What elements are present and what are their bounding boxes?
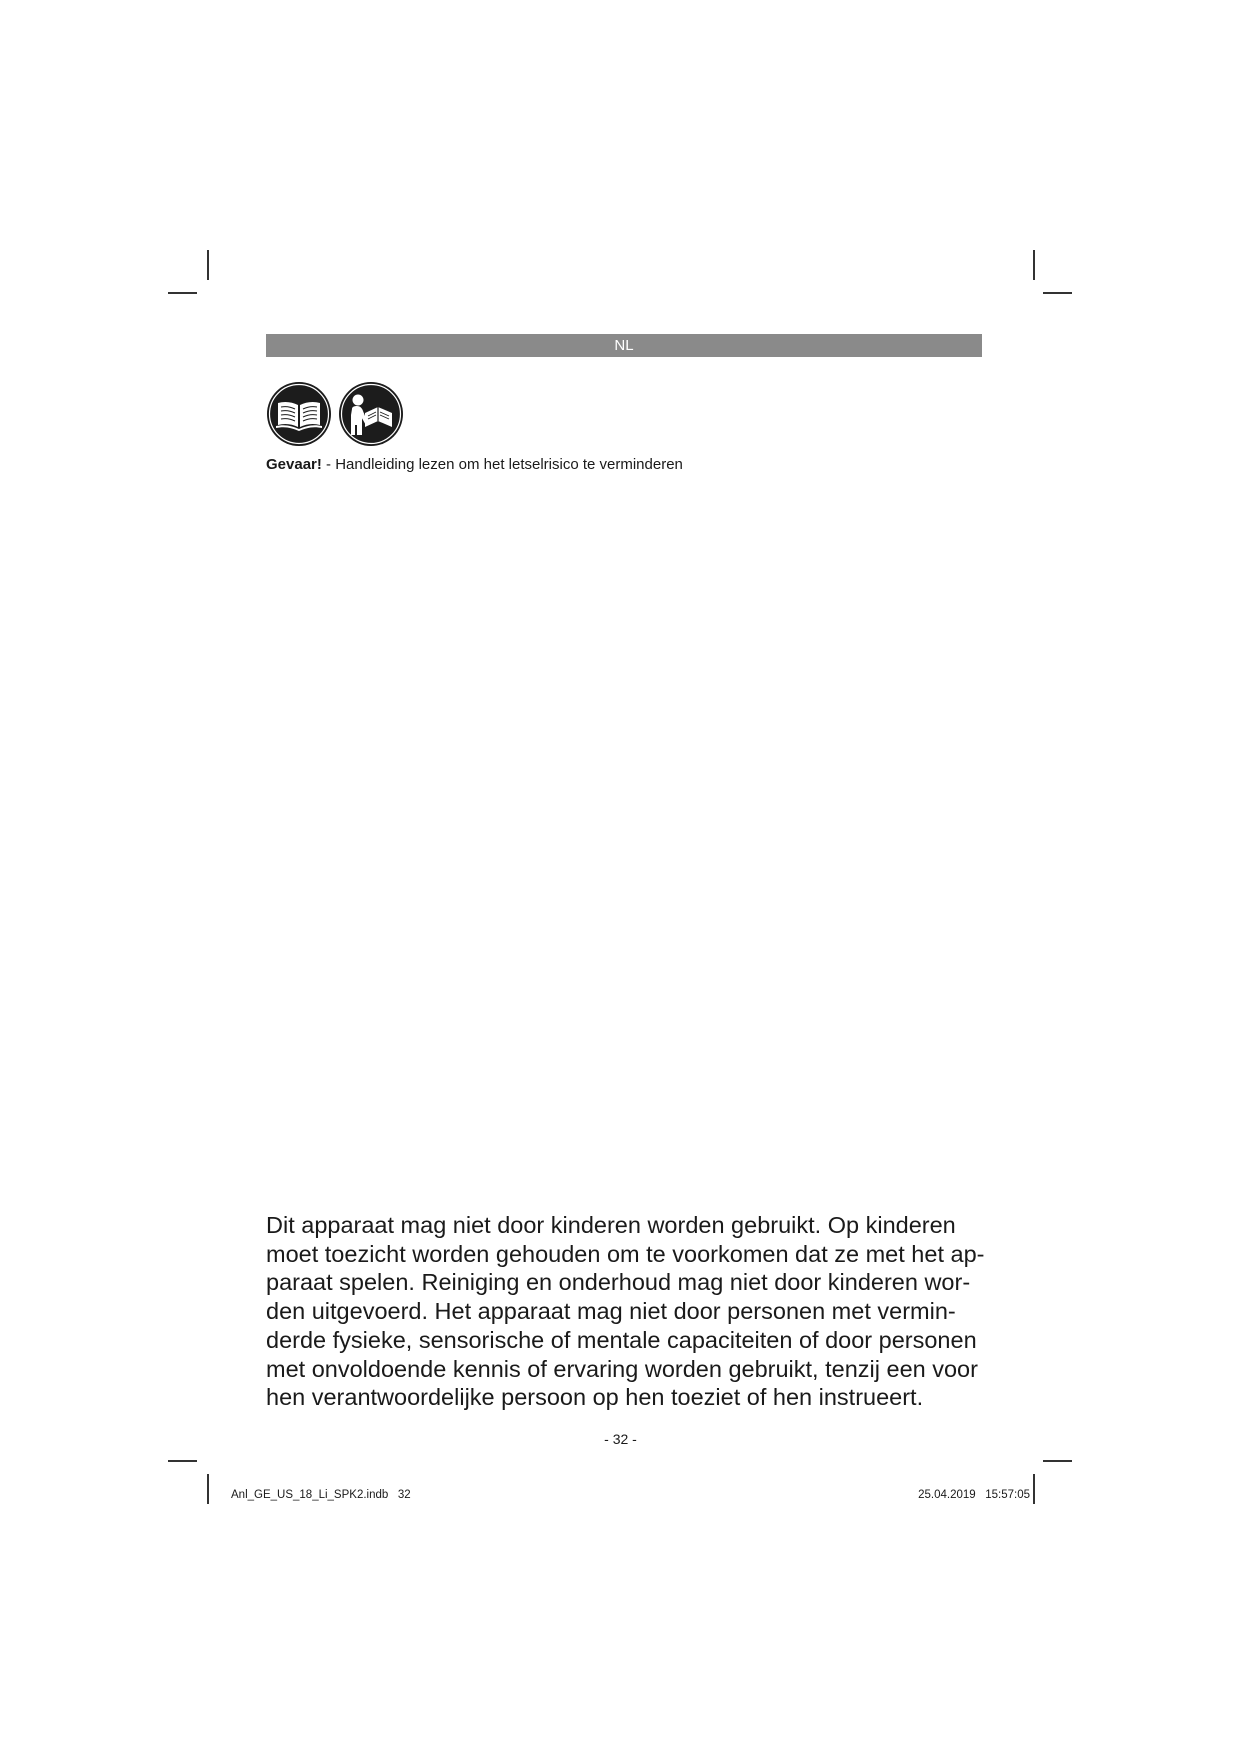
notice-line: derde fysieke, sensorische of mentale capaciteiten of door personen <box>266 1326 977 1353</box>
notice-line: den uitgevoerd. Het apparaat mag niet door personen met vermin- <box>266 1298 956 1325</box>
safety-icons <box>266 381 404 447</box>
warning-line <box>266 455 683 475</box>
crop-mark-top-right-horizontal <box>1043 292 1072 294</box>
notice-line: met onvoldoende kennis of ervaring worden gebruikt, tenzij een voor <box>266 1355 978 1382</box>
crop-mark-bottom-left-horizontal <box>168 1460 197 1462</box>
notice-line: paraat spelen. Reiniging en onderhoud mag niet door kinderen wor- <box>266 1269 971 1296</box>
crop-mark-bottom-right-vertical <box>1033 1474 1035 1504</box>
print-file-slug: Anl_GE_US_18_Li_SPK2.indb 32 <box>231 1489 411 1501</box>
crop-mark-top-left-horizontal <box>168 292 197 294</box>
notice-line: Dit apparaat mag niet door kinderen worden gebruikt. Op kinderen <box>266 1212 956 1238</box>
person-reading-manual-icon <box>338 381 404 447</box>
crop-mark-top-left-vertical <box>207 250 209 280</box>
warning-text: - Handleiding lezen om het letselrisico te verminderen <box>321 456 683 473</box>
child-safety-notice <box>266 1211 986 1412</box>
warning-label: Gevaar! <box>266 456 322 473</box>
language-header-bar <box>266 334 982 357</box>
notice-line: hen verantwoordelijke persoon op hen toeziet of hen instrueert. <box>266 1384 924 1411</box>
read-manual-book-icon <box>266 381 332 447</box>
notice-line: moet toezicht worden gehouden om te voorkomen dat ze met het ap- <box>266 1240 985 1267</box>
print-timestamp: 25.04.2019 15:57:05 <box>918 1489 1030 1501</box>
page-number: - 32 - <box>604 1431 637 1447</box>
language-code: NL <box>614 337 634 354</box>
crop-mark-bottom-right-horizontal <box>1043 1460 1072 1462</box>
crop-mark-bottom-left-vertical <box>207 1474 209 1504</box>
crop-mark-top-right-vertical <box>1033 250 1035 280</box>
